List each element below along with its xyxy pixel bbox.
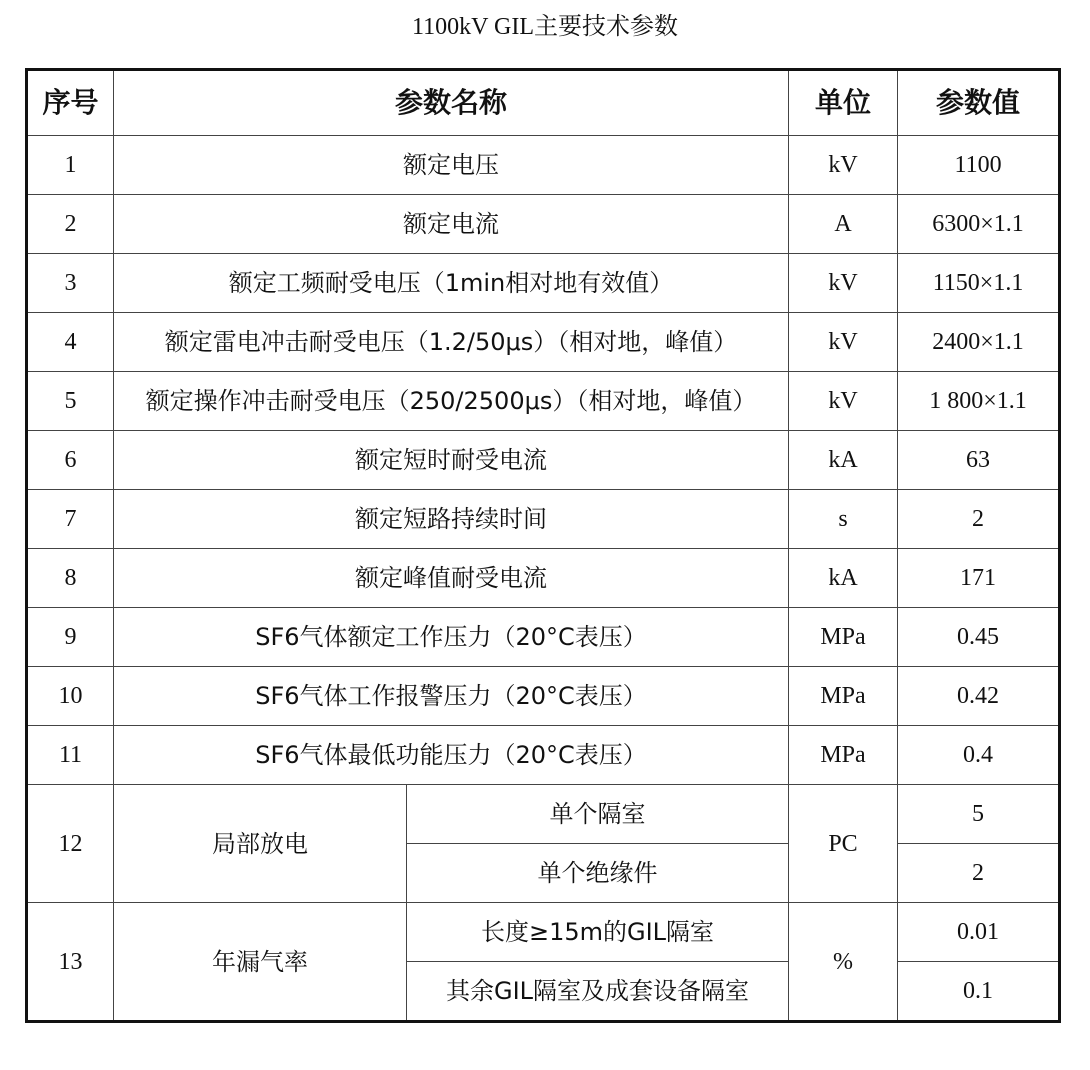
row-number: 11 bbox=[27, 726, 114, 785]
parameter-value: 5 bbox=[898, 785, 1060, 844]
parameter-table bbox=[25, 68, 1061, 1023]
header-no: 序号 bbox=[27, 70, 114, 136]
table-row bbox=[27, 667, 1060, 726]
parameter-subitem-name: 单个隔室 bbox=[407, 785, 789, 844]
row-number: 4 bbox=[27, 313, 114, 372]
parameter-value: 0.42 bbox=[898, 667, 1060, 726]
parameter-name: 额定操作冲击耐受电压（250/2500μs）（相对地，峰值） bbox=[114, 372, 789, 431]
parameter-value: 0.01 bbox=[898, 903, 1060, 962]
header-name: 参数名称 bbox=[114, 70, 789, 136]
table-row bbox=[27, 195, 1060, 254]
parameter-name: 额定短时耐受电流 bbox=[114, 431, 789, 490]
table-row bbox=[27, 490, 1060, 549]
table-row bbox=[27, 726, 1060, 785]
parameter-name: SF6气体额定工作压力（20°C表压） bbox=[114, 608, 789, 667]
table-row bbox=[27, 608, 1060, 667]
table-header-row bbox=[27, 70, 1060, 136]
row-number: 12 bbox=[27, 785, 114, 903]
parameter-value: 1150×1.1 bbox=[898, 254, 1060, 313]
parameter-value: 0.4 bbox=[898, 726, 1060, 785]
table-row bbox=[27, 785, 1060, 844]
parameter-unit: kV bbox=[789, 372, 898, 431]
parameter-name: 额定工频耐受电压（1min相对地有效值） bbox=[114, 254, 789, 313]
parameter-unit: kV bbox=[789, 313, 898, 372]
parameter-unit: MPa bbox=[789, 608, 898, 667]
table-row bbox=[27, 136, 1060, 195]
row-number: 5 bbox=[27, 372, 114, 431]
parameter-value: 2 bbox=[898, 490, 1060, 549]
parameter-unit: % bbox=[789, 903, 898, 1022]
table-body bbox=[27, 70, 1060, 1022]
parameter-subitem-name: 其余GIL隔室及成套设备隔室 bbox=[407, 962, 789, 1022]
table-row bbox=[27, 903, 1060, 962]
parameter-subitem-name: 单个绝缘件 bbox=[407, 844, 789, 903]
parameter-name: 额定短路持续时间 bbox=[114, 490, 789, 549]
parameter-value: 2400×1.1 bbox=[898, 313, 1060, 372]
table-row bbox=[27, 254, 1060, 313]
header-value: 参数值 bbox=[898, 70, 1060, 136]
parameter-name: SF6气体最低功能压力（20°C表压） bbox=[114, 726, 789, 785]
parameter-value: 63 bbox=[898, 431, 1060, 490]
header-unit: 单位 bbox=[789, 70, 898, 136]
parameter-value: 1 800×1.1 bbox=[898, 372, 1060, 431]
parameter-unit: PC bbox=[789, 785, 898, 903]
row-number: 13 bbox=[27, 903, 114, 1022]
row-number: 3 bbox=[27, 254, 114, 313]
row-number: 8 bbox=[27, 549, 114, 608]
table-row bbox=[27, 549, 1060, 608]
parameter-group-name: 局部放电 bbox=[114, 785, 407, 903]
parameter-unit: kA bbox=[789, 431, 898, 490]
parameter-value: 6300×1.1 bbox=[898, 195, 1060, 254]
parameter-value: 0.1 bbox=[898, 962, 1060, 1022]
parameter-unit: MPa bbox=[789, 726, 898, 785]
parameter-unit: A bbox=[789, 195, 898, 254]
parameter-name: 额定电压 bbox=[114, 136, 789, 195]
page-title: 1100kV GIL主要技术参数 bbox=[412, 14, 678, 40]
parameter-unit: kA bbox=[789, 549, 898, 608]
parameter-value: 171 bbox=[898, 549, 1060, 608]
parameter-unit: s bbox=[789, 490, 898, 549]
row-number: 2 bbox=[27, 195, 114, 254]
row-number: 6 bbox=[27, 431, 114, 490]
parameter-name: 额定峰值耐受电流 bbox=[114, 549, 789, 608]
parameter-value: 2 bbox=[898, 844, 1060, 903]
parameter-unit: kV bbox=[789, 136, 898, 195]
row-number: 7 bbox=[27, 490, 114, 549]
parameter-name: SF6气体工作报警压力（20°C表压） bbox=[114, 667, 789, 726]
table-row bbox=[27, 372, 1060, 431]
parameter-name: 额定电流 bbox=[114, 195, 789, 254]
parameter-value: 0.45 bbox=[898, 608, 1060, 667]
parameter-unit: MPa bbox=[789, 667, 898, 726]
parameter-name: 额定雷电冲击耐受电压（1.2/50μs）（相对地，峰值） bbox=[114, 313, 789, 372]
table-row bbox=[27, 431, 1060, 490]
table-row bbox=[27, 313, 1060, 372]
row-number: 10 bbox=[27, 667, 114, 726]
row-number: 9 bbox=[27, 608, 114, 667]
parameter-subitem-name: 长度≥15m的GIL隔室 bbox=[407, 903, 789, 962]
parameter-unit: kV bbox=[789, 254, 898, 313]
parameter-group-name: 年漏气率 bbox=[114, 903, 407, 1022]
row-number: 1 bbox=[27, 136, 114, 195]
parameter-value: 1100 bbox=[898, 136, 1060, 195]
